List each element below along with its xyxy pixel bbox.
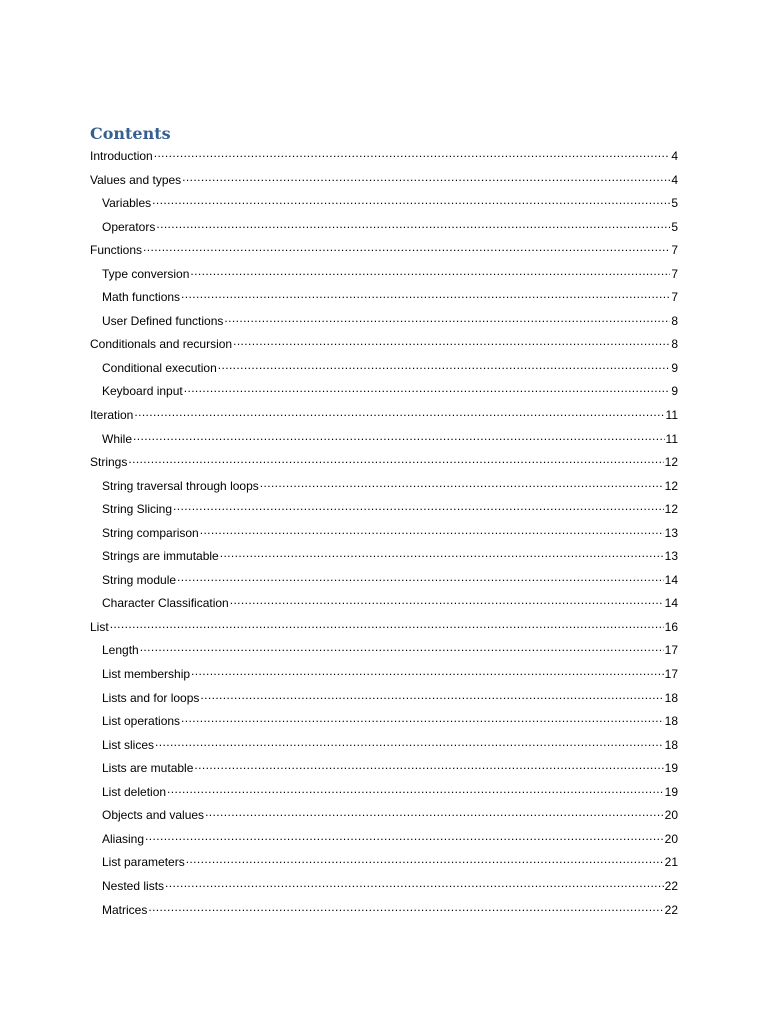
toc-entry-label: List membership [102,667,191,682]
toc-entry-page-number: 12 [664,502,678,517]
toc-entry[interactable] [90,358,678,382]
toc-entry-label: Aliasing [102,831,145,846]
toc-entry[interactable] [90,688,678,712]
toc-dot-leader [155,737,664,749]
toc-entry-label: Operators [102,219,156,234]
toc-dot-leader [167,784,664,796]
toc-entry-page-number: 11 [665,431,678,446]
toc-entry[interactable] [90,146,678,170]
toc-entry-label: Math functions [102,290,181,305]
toc-dot-leader [224,313,670,325]
toc-dot-leader [181,289,670,301]
toc-entry-label: Type conversion [102,266,190,281]
toc-entry-label: String traversal through loops [102,478,259,493]
toc-entry-page-number: 8 [671,337,678,352]
toc-dot-leader [145,831,664,843]
toc-entry[interactable] [90,452,678,476]
toc-dot-leader [182,172,670,184]
toc-dot-leader [154,148,671,160]
toc-dot-leader [230,595,664,607]
toc-entry-page-number: 21 [664,855,678,870]
toc-entry[interactable] [90,852,678,876]
toc-entry-label: Length [102,643,139,658]
toc-entry-page-number: 13 [664,549,678,564]
toc-entry-page-number: 20 [664,808,678,823]
toc-entry-label: Strings are immutable [102,549,219,564]
toc-entry[interactable] [90,593,678,617]
toc-entry-label: List parameters [102,855,185,870]
toc-entry-page-number: 12 [664,455,678,470]
toc-entry[interactable] [90,570,678,594]
toc-entry-label: String module [102,572,177,587]
toc-entry-page-number: 14 [664,572,678,587]
toc-entry-label: String comparison [102,525,199,540]
toc-dot-leader [260,478,664,490]
toc-dot-leader [190,266,670,278]
toc-entry[interactable] [90,876,678,900]
toc-entry-label: Matrices [102,902,148,917]
toc-entry-page-number: 18 [664,690,678,705]
toc-entry[interactable] [90,193,678,217]
toc-entry-label: Nested lists [102,878,165,893]
toc-dot-leader [152,195,670,207]
toc-entry-page-number: 9 [671,360,678,375]
toc-entry[interactable] [90,170,678,194]
toc-dot-leader [191,666,664,678]
toc-entry-label: Functions [90,243,143,258]
toc-entry-page-number: 4 [671,149,678,163]
toc-entry-label: String Slicing [102,502,173,517]
toc-dot-leader [165,878,664,890]
toc-entry[interactable] [90,264,678,288]
toc-dot-leader [148,902,663,914]
toc-dot-leader [194,760,663,772]
toc-entry[interactable] [90,782,678,806]
toc-entry-page-number: 14 [664,596,678,611]
toc-entry[interactable] [90,546,678,570]
toc-entry[interactable] [90,499,678,523]
toc-dot-leader [156,219,670,231]
toc-entry-label: While [102,431,133,446]
toc-dot-leader [128,454,663,466]
toc-entry-label: User Defined functions [102,313,224,328]
toc-entry-page-number: 17 [664,667,678,682]
toc-entry[interactable] [90,381,678,405]
toc-entry[interactable] [90,217,678,241]
toc-entry-label: List deletion [102,784,167,799]
toc-entry[interactable] [90,523,678,547]
toc-entry-label: Character Classification [102,596,229,611]
toc-entry-page-number: 11 [665,408,678,423]
toc-entry[interactable] [90,334,678,358]
toc-entry-page-number: 7 [671,243,678,258]
toc-entry[interactable] [90,617,678,641]
toc-list [90,146,678,923]
toc-dot-leader [218,360,671,372]
toc-entry-page-number: 17 [664,643,678,658]
toc-entry-page-number: 20 [664,831,678,846]
toc-entry-page-number: 7 [671,290,678,305]
toc-entry-page-number: 22 [664,902,678,917]
toc-entry-page-number: 19 [664,761,678,776]
toc-entry-page-number: 8 [671,313,678,328]
toc-entry-label: Lists are mutable [102,761,194,776]
toc-dot-leader [173,501,664,513]
toc-dot-leader [133,431,665,443]
toc-dot-leader [134,407,664,419]
toc-dot-leader [233,336,670,348]
toc-entry-page-number: 18 [664,737,678,752]
toc-entry[interactable] [90,476,678,500]
toc-entry-page-number: 5 [671,196,678,211]
toc-entry[interactable] [90,758,678,782]
toc-dot-leader [186,854,664,866]
toc-entry-label: Keyboard input [102,384,183,399]
toc-entry-label: Variables [102,196,152,211]
toc-entry-page-number: 16 [664,619,678,634]
toc-entry[interactable] [90,711,678,735]
toc-dot-leader [205,807,664,819]
toc-entry[interactable] [90,287,678,311]
toc-entry-page-number: 12 [664,478,678,493]
toc-entry-label: Objects and values [102,808,205,823]
toc-entry-page-number: 13 [664,525,678,540]
toc-entry-label: Introduction [90,149,153,163]
toc-entry[interactable] [90,664,678,688]
toc-entry-label: Lists and for loops [102,690,200,705]
toc-entry-page-number: 7 [671,266,678,281]
toc-entry[interactable] [90,240,678,264]
toc-entry-label: List operations [102,714,181,729]
toc-entry-page-number: 4 [671,172,678,187]
toc-dot-leader [110,619,664,631]
toc-dot-leader [184,383,671,395]
toc-entry-label: Iteration [90,408,134,423]
toc-dot-leader [181,713,664,725]
toc-entry-page-number: 19 [664,784,678,799]
toc-entry-page-number: 18 [664,714,678,729]
toc-entry-page-number: 22 [664,878,678,893]
toc-dot-leader [177,572,664,584]
toc-entry[interactable] [90,429,678,453]
toc-entry[interactable] [90,735,678,759]
toc-entry[interactable] [90,829,678,853]
toc-entry-page-number: 9 [671,384,678,399]
toc-entry-label: List [90,619,109,634]
toc-title: Contents [90,124,171,143]
toc-entry-label: List slices [102,737,155,752]
toc-dot-leader [220,548,664,560]
toc-entry[interactable] [90,640,678,664]
toc-dot-leader [143,242,670,254]
toc-entry-label: Conditionals and recursion [90,337,233,352]
toc-entry-label: Conditional execution [102,360,217,375]
toc-dot-leader [140,642,664,654]
toc-dot-leader [200,690,663,702]
toc-entry-label: Values and types [90,172,182,187]
toc-dot-leader [200,525,664,537]
toc-entry[interactable] [90,900,678,924]
toc-entry-page-number: 5 [671,219,678,234]
toc-entry-label: Strings [90,455,128,470]
toc-entry[interactable] [90,311,678,335]
toc-entry[interactable] [90,405,678,429]
toc-entry[interactable] [90,805,678,829]
